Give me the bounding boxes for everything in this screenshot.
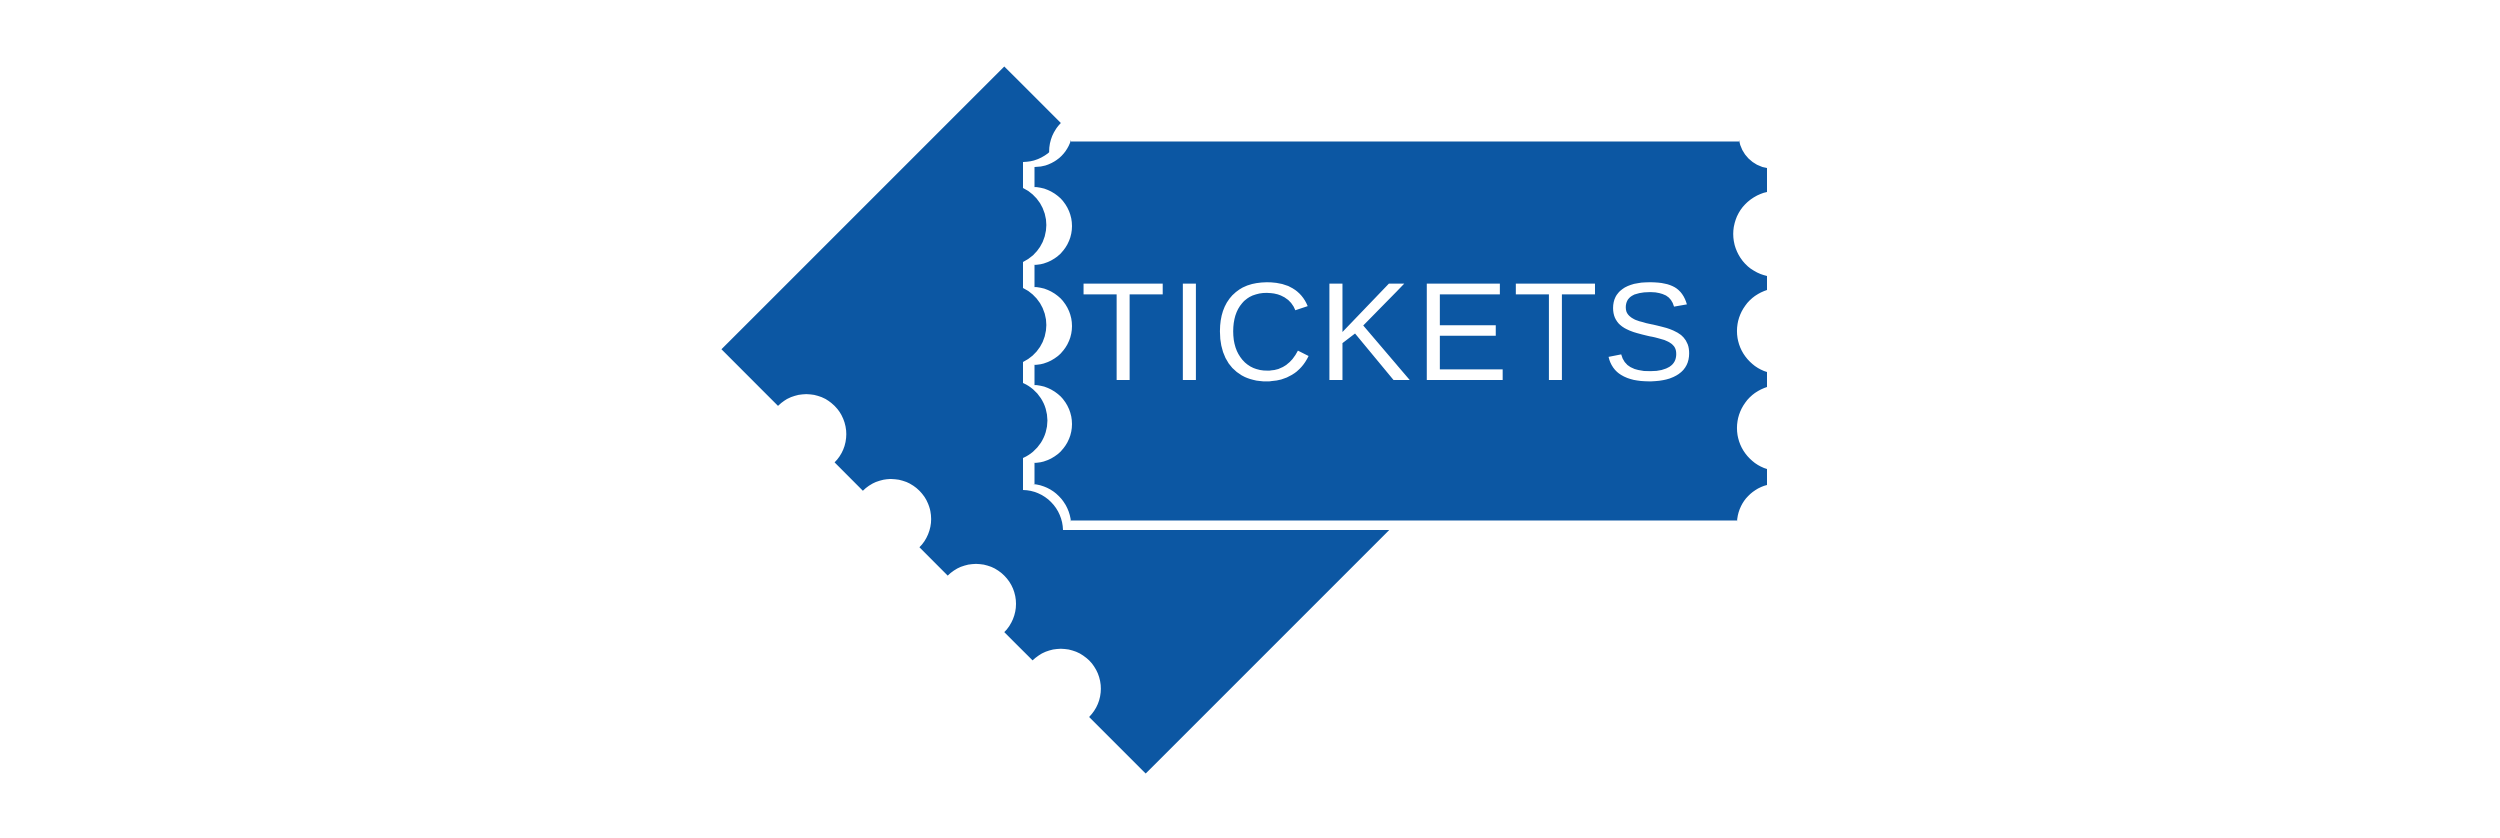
tickets-label: TICKETS bbox=[1080, 253, 1700, 410]
